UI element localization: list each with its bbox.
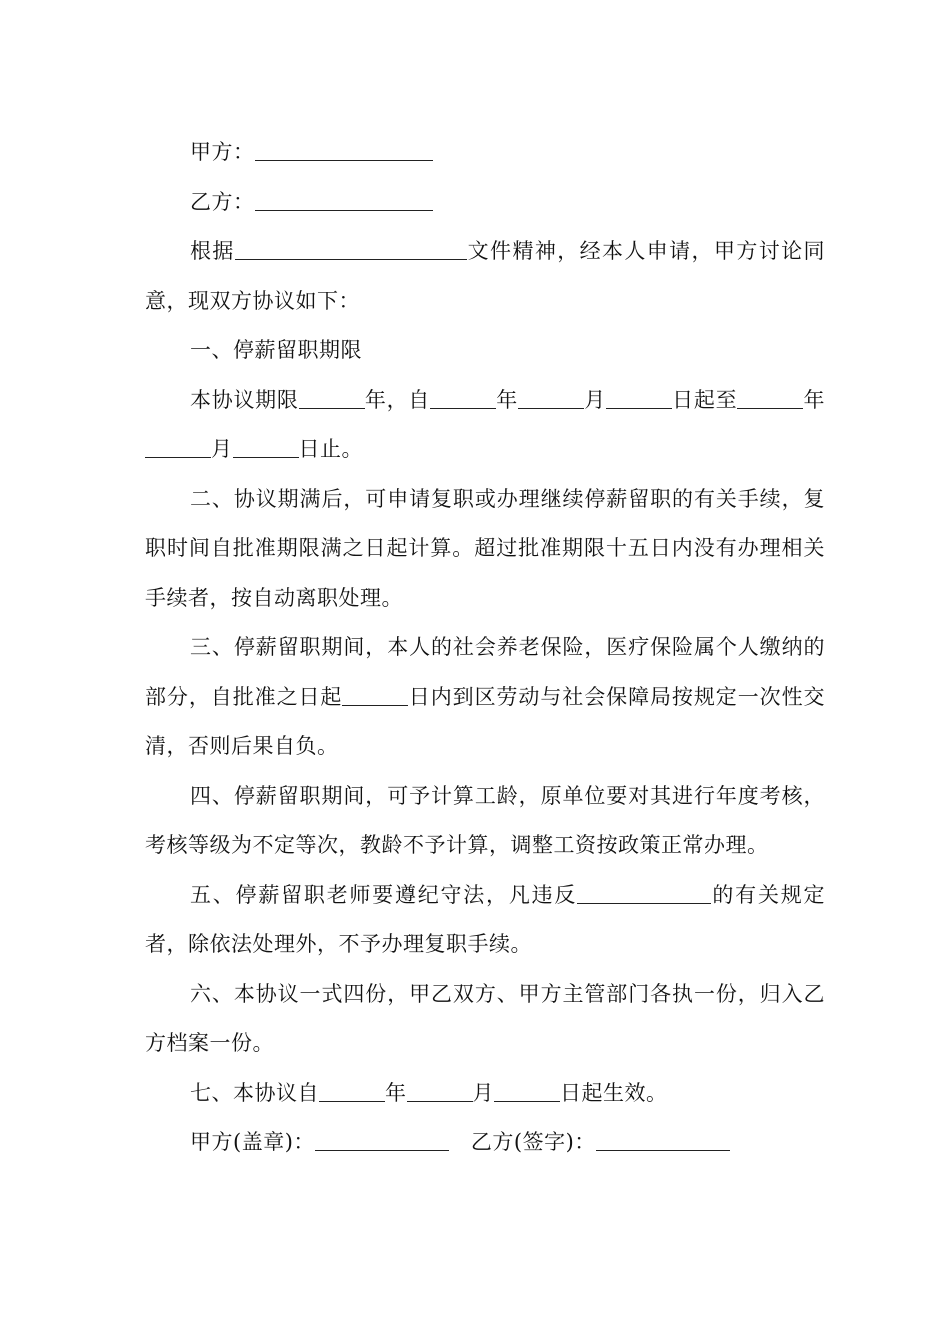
effective-month-label: 月	[472, 1080, 494, 1105]
intro-prefix: 根据	[190, 239, 235, 263]
section-3-suffix: 日内到区劳动与社会保障局按规定一次性交清，否则后果自负。	[145, 684, 826, 758]
section-3	[145, 623, 825, 772]
party-a-seal-blank	[315, 1129, 449, 1151]
start-year-blank	[430, 387, 496, 409]
effective-year-blank	[319, 1080, 385, 1102]
regulation-blank	[577, 882, 711, 904]
term-from-label: 年，自	[364, 387, 431, 412]
term-label: 本协议期限	[190, 387, 299, 412]
section-7	[145, 1069, 825, 1119]
start-month-blank	[518, 387, 584, 409]
party-b-sign-label: 乙方(签字)：	[470, 1130, 596, 1154]
section-4: 四、停薪留职期间，可予计算工龄，原单位要对其进行年度考核，考核等级为不定等次，教龄不予计算，调整工资按政策正常办理。	[145, 783, 825, 857]
start-year-label: 年	[496, 387, 518, 412]
end-day-blank	[233, 436, 299, 458]
end-month-label: 月	[211, 437, 233, 461]
section-6: 六、本协议一式四份，甲乙双方、甲方主管部门各执一份，归入乙方档案一份。	[145, 981, 825, 1055]
agreement-body	[145, 128, 825, 1168]
effective-day-blank	[494, 1080, 560, 1102]
party-a-line	[145, 128, 825, 178]
section-7-prefix: 七、本协议自	[190, 1080, 319, 1105]
party-a-label: 甲方：	[190, 140, 255, 164]
party-b-blank	[255, 189, 433, 211]
effective-month-blank	[407, 1080, 473, 1102]
effective-day-label: 日起生效。	[560, 1080, 668, 1105]
effective-year-label: 年	[385, 1080, 407, 1105]
section-3-prefix: 三、停薪留职期间，本人的社会养老保险，医疗保险属个人缴纳的部分，自批准之日起	[145, 635, 825, 709]
payment-days-blank	[342, 684, 408, 706]
end-day-label: 日止。	[298, 437, 363, 461]
start-month-label: 月	[583, 387, 606, 412]
section-1-title: 一、停薪留职期限	[190, 338, 362, 362]
party-b-sign-blank	[596, 1129, 730, 1151]
section-2: 二、协议期满后，可申请复职或办理继续停薪留职的有关手续，复职时间自批准期限满之日起计算。超过批准期限十五日内没有办理相关手续者，按自动离职处理。	[145, 486, 825, 610]
party-b-label: 乙方：	[190, 189, 255, 214]
section-5	[145, 871, 825, 970]
section-1-body	[145, 376, 825, 475]
intro-suffix: 文件精神，经本人申请，甲方讨论同意，现双方协议如下：	[145, 239, 826, 313]
section-5-prefix: 五、停薪留职老师要遵纪守法，凡违反	[190, 882, 578, 907]
party-a-blank	[255, 139, 433, 161]
end-month-blank	[145, 436, 211, 458]
document-name-blank	[235, 238, 467, 260]
start-day-blank	[606, 387, 672, 409]
end-year-blank	[737, 387, 803, 409]
party-a-seal-label: 甲方(盖章)：	[190, 1130, 315, 1154]
term-years-blank	[299, 387, 365, 409]
end-year-label: 年	[803, 387, 826, 412]
section-5-suffix: 的有关规定者，除依法处理外，不予办理复职手续。	[145, 882, 826, 956]
signature-row	[145, 1118, 825, 1168]
start-day-label: 日起至	[671, 387, 738, 412]
party-b-line	[145, 178, 825, 228]
intro-paragraph	[145, 227, 825, 326]
